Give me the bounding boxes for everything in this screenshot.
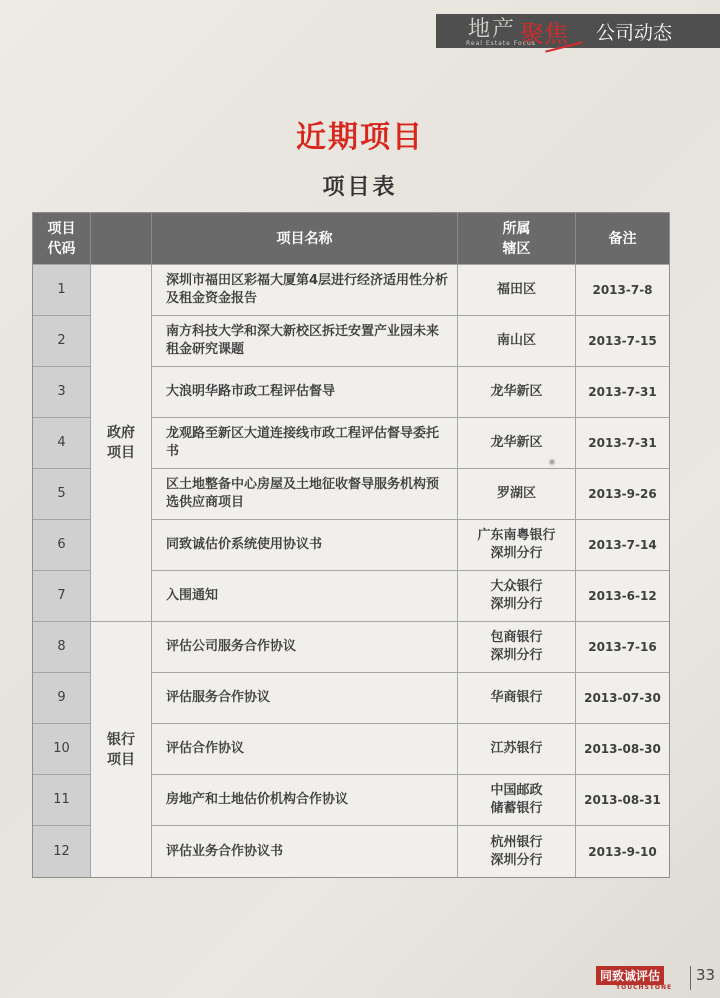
print-mark bbox=[548, 458, 556, 466]
row-project-name: 同致诚估价系统使用协议书 bbox=[152, 520, 458, 571]
row-code: 10 bbox=[33, 724, 91, 775]
table-title: 项目表 bbox=[322, 174, 398, 200]
row-code: 2 bbox=[33, 316, 91, 367]
row-district: 福田区 bbox=[458, 265, 576, 316]
section-name: 公司动态 bbox=[596, 22, 673, 44]
company-logo: 同致诚评估 bbox=[596, 966, 664, 985]
header-category bbox=[91, 213, 152, 265]
row-code: 4 bbox=[33, 418, 91, 469]
magazine-logo: 地产 bbox=[468, 17, 517, 42]
row-district: 华商银行 bbox=[458, 673, 576, 724]
row-note-date: 2013-7-15 bbox=[576, 316, 669, 367]
group-bank: 银行 项目 bbox=[91, 622, 152, 877]
row-note-date: 2013-08-30 bbox=[576, 724, 669, 775]
page-title: 近期项目 bbox=[296, 120, 424, 155]
row-project-name: 评估公司服务合作协议 bbox=[152, 622, 458, 673]
row-project-name: 大浪明华路市政工程评估督导 bbox=[152, 367, 458, 418]
header-note: 备注 bbox=[576, 213, 669, 265]
row-project-name: 深圳市福田区彩福大厦第4层进行经济适用性分析及租金资金报告 bbox=[152, 265, 458, 316]
row-note-date: 2013-07-30 bbox=[576, 673, 669, 724]
row-district: 广东南粤银行 深圳分行 bbox=[458, 520, 576, 571]
company-logo-subtitle: TOUCHSTONE bbox=[616, 984, 673, 991]
row-code: 5 bbox=[33, 469, 91, 520]
row-project-name: 房地产和土地估价机构合作协议 bbox=[152, 775, 458, 826]
magazine-logo-subtitle: Real Estate Focus bbox=[466, 40, 536, 47]
row-district: 江苏银行 bbox=[458, 724, 576, 775]
row-district: 罗湖区 bbox=[458, 469, 576, 520]
row-district: 龙华新区 bbox=[458, 367, 576, 418]
row-note-date: 2013-08-31 bbox=[576, 775, 669, 826]
row-district: 龙华新区 bbox=[458, 418, 576, 469]
row-project-name: 区土地整备中心房屋及土地征收督导服务机构预选供应商项目 bbox=[152, 469, 458, 520]
row-code: 6 bbox=[33, 520, 91, 571]
row-note-date: 2013-7-8 bbox=[576, 265, 669, 316]
row-project-name: 入围通知 bbox=[152, 571, 458, 622]
row-note-date: 2013-7-31 bbox=[576, 367, 669, 418]
row-district: 南山区 bbox=[458, 316, 576, 367]
footer-divider bbox=[690, 966, 691, 990]
row-note-date: 2013-7-31 bbox=[576, 418, 669, 469]
row-note-date: 2013-7-16 bbox=[576, 622, 669, 673]
group-government: 政府 项目 bbox=[91, 265, 152, 622]
row-district: 杭州银行 深圳分行 bbox=[458, 826, 576, 877]
row-code: 7 bbox=[33, 571, 91, 622]
row-district: 大众银行 深圳分行 bbox=[458, 571, 576, 622]
row-code: 1 bbox=[33, 265, 91, 316]
row-code: 12 bbox=[33, 826, 91, 877]
row-project-name: 评估业务合作协议书 bbox=[152, 826, 458, 877]
page-number: 33 bbox=[696, 966, 716, 984]
row-code: 11 bbox=[33, 775, 91, 826]
row-note-date: 2013-7-14 bbox=[576, 520, 669, 571]
project-table bbox=[32, 212, 670, 878]
row-note-date: 2013-9-10 bbox=[588, 844, 657, 859]
row-code: 9 bbox=[33, 673, 91, 724]
header-name: 项目名称 bbox=[152, 213, 458, 265]
row-district: 包商银行 深圳分行 bbox=[458, 622, 576, 673]
magazine-logo-accent: 聚焦 bbox=[520, 20, 568, 48]
header-area: 所属 辖区 bbox=[458, 213, 576, 265]
row-code: 3 bbox=[33, 367, 91, 418]
row-project-name: 评估合作协议 bbox=[152, 724, 458, 775]
row-note-date: 2013-9-26 bbox=[576, 469, 669, 520]
row-project-name: 南方科技大学和深大新校区拆迁安置产业园未来租金研究课题 bbox=[152, 316, 458, 367]
row-code: 8 bbox=[33, 622, 91, 673]
header-code: 项目 代码 bbox=[33, 213, 91, 265]
row-district: 中国邮政 储蓄银行 bbox=[458, 775, 576, 826]
row-project-name: 龙观路至新区大道连接线市政工程评估督导委托书 bbox=[152, 418, 458, 469]
row-note-date: 2013-6-12 bbox=[576, 571, 669, 622]
row-project-name: 评估服务合作协议 bbox=[152, 673, 458, 724]
